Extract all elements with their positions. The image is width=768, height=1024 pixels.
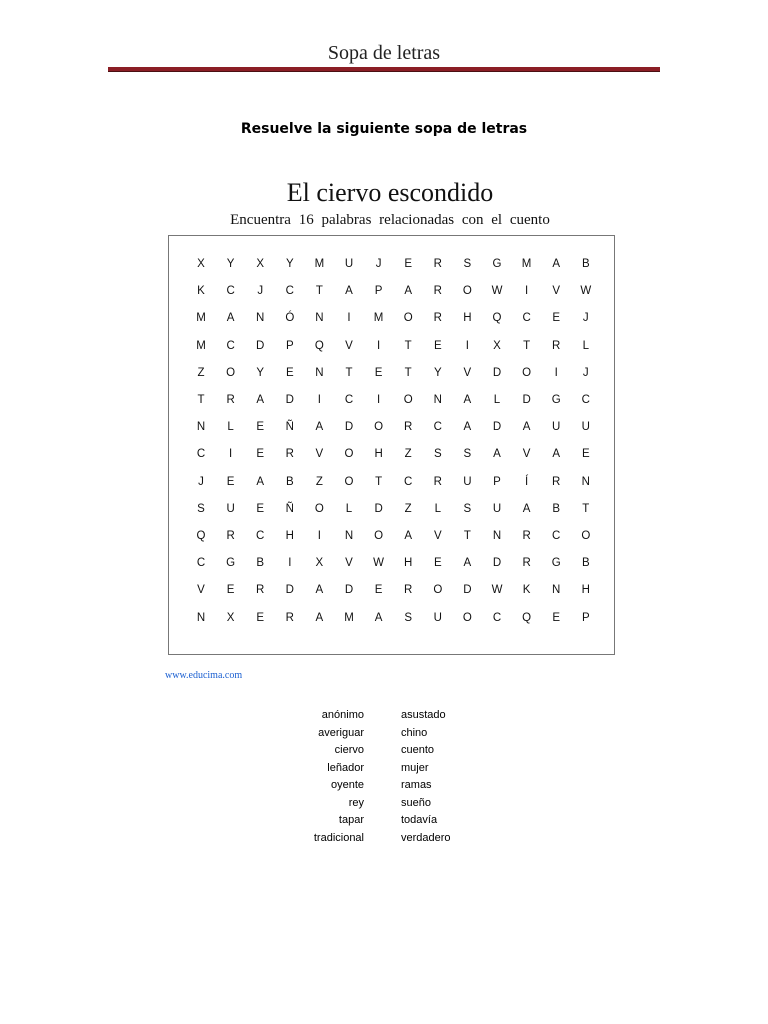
word-list-row	[260, 777, 520, 795]
grid-letter[interactable]: A	[552, 448, 561, 461]
grid-letter[interactable]: N	[196, 611, 206, 624]
word-list-row	[260, 830, 520, 848]
grid-letter[interactable]: V	[345, 339, 353, 352]
grid-letter[interactable]: E	[433, 339, 442, 352]
grid-letter[interactable]: D	[492, 421, 502, 434]
grid-letter[interactable]: A	[345, 285, 353, 298]
grid-letter[interactable]: R	[433, 312, 442, 325]
grid-letter[interactable]: V	[463, 366, 472, 379]
word-item: sueño	[401, 796, 431, 809]
word-item: rey	[348, 796, 364, 809]
grid-letter[interactable]: X	[315, 557, 324, 570]
grid-letter[interactable]: C	[404, 475, 413, 488]
grid-letter[interactable]: P	[285, 339, 294, 352]
grid-letter[interactable]: I	[524, 285, 529, 298]
word-item: anónimo	[321, 709, 364, 721]
grid-letter[interactable]: O	[226, 366, 236, 379]
grid-letter[interactable]: A	[522, 421, 531, 434]
puzzle-subtitle: Encuentra 16 palabras relacionadas con el cuento	[230, 212, 550, 228]
grid-letter[interactable]: U	[226, 502, 235, 515]
grid-letter[interactable]: M	[344, 611, 354, 624]
grid-letter[interactable]: I	[465, 339, 469, 352]
grid-letter[interactable]: A	[315, 611, 324, 624]
grid-letter[interactable]: W	[580, 285, 592, 298]
word-item: todavía	[401, 814, 438, 826]
grid-letter[interactable]: Q	[314, 339, 324, 352]
grid-letter[interactable]: Z	[404, 448, 412, 461]
grid-letter[interactable]: C	[285, 285, 294, 298]
grid-letter[interactable]: O	[344, 475, 354, 488]
grid-letter[interactable]: M	[521, 258, 532, 270]
grid-letter[interactable]: V	[197, 584, 205, 597]
grid-letter[interactable]: Ñ	[285, 502, 294, 515]
grid-letter[interactable]: U	[433, 611, 442, 624]
grid-letter[interactable]: X	[493, 339, 501, 352]
grid-letter[interactable]: R	[404, 421, 413, 434]
grid-letter[interactable]: A	[315, 421, 324, 434]
grid-letter[interactable]: T	[375, 475, 383, 488]
grid-letter[interactable]: C	[226, 339, 235, 352]
grid-letter[interactable]: M	[373, 312, 384, 325]
grid-letter[interactable]: H	[374, 448, 383, 461]
grid-letter[interactable]: U	[552, 421, 561, 434]
grid-letter[interactable]: O	[522, 366, 532, 379]
grid-letter[interactable]: W	[491, 285, 503, 298]
grid-letter[interactable]: X	[226, 611, 235, 624]
grid-letter[interactable]: R	[433, 475, 442, 488]
word-item: averiguar	[318, 726, 364, 739]
grid-letter[interactable]: P	[493, 475, 501, 488]
grid-letter[interactable]: O	[314, 502, 324, 515]
grid-letter[interactable]: T	[463, 530, 471, 542]
grid-letter[interactable]: D	[285, 394, 294, 406]
word-list-row	[260, 795, 520, 813]
grid-letter[interactable]: U	[463, 475, 472, 488]
grid-letter[interactable]: R	[285, 448, 294, 461]
grid-letter[interactable]: R	[285, 611, 294, 624]
grid-letter[interactable]: E	[256, 421, 265, 434]
grid-letter[interactable]: C	[196, 448, 206, 461]
grid-letter[interactable]: E	[374, 366, 383, 379]
grid-letter[interactable]: R	[256, 584, 265, 597]
grid-letter[interactable]: L	[434, 502, 441, 515]
grid-letter[interactable]: Q	[492, 312, 502, 325]
grid-letter[interactable]: H	[463, 312, 472, 325]
word-item: ramas	[401, 779, 432, 791]
grid-letter[interactable]: C	[522, 312, 531, 325]
grid-letter[interactable]: C	[581, 394, 590, 406]
grid-letter[interactable]: P	[374, 285, 383, 298]
grid-letter[interactable]: C	[344, 394, 354, 406]
grid-letter[interactable]: R	[226, 530, 235, 542]
word-item: leñador	[327, 761, 364, 774]
grid-letter[interactable]: Y	[433, 366, 442, 379]
grid-letter[interactable]: N	[433, 394, 442, 406]
grid-letter[interactable]: A	[226, 312, 235, 325]
word-item: oyente	[330, 779, 364, 791]
grid-letter[interactable]: K	[197, 285, 205, 298]
grid-letter[interactable]: C	[552, 530, 561, 542]
grid-letter[interactable]: L	[582, 339, 589, 352]
grid-letter[interactable]: Z	[315, 475, 323, 488]
grid-letter[interactable]: T	[315, 285, 323, 298]
grid-letter[interactable]: Y	[256, 366, 265, 379]
header-divider	[108, 67, 660, 72]
grid-letter[interactable]: D	[285, 584, 294, 597]
grid-letter[interactable]: O	[374, 421, 384, 434]
word-item: ciervo	[334, 744, 364, 756]
grid-letter[interactable]: O	[462, 285, 472, 298]
grid-letter[interactable]: C	[226, 285, 235, 298]
grid-letter[interactable]: J	[582, 366, 589, 379]
grid-letter[interactable]: E	[256, 448, 265, 461]
grid-letter[interactable]: I	[347, 312, 351, 325]
grid-letter[interactable]: X	[256, 258, 265, 270]
grid-letter[interactable]: S	[404, 611, 413, 624]
word-item: chino	[401, 726, 428, 739]
grid-letter[interactable]: I	[376, 394, 381, 406]
grid-letter[interactable]: A	[522, 502, 531, 515]
grid-letter[interactable]: N	[344, 530, 354, 542]
grid-letter[interactable]: B	[581, 258, 590, 270]
grid-letter[interactable]: A	[374, 611, 383, 624]
grid-letter[interactable]: G	[551, 394, 561, 406]
grid-letter[interactable]: A	[463, 394, 472, 406]
educima-link[interactable]: www.educima.com	[165, 670, 243, 681]
word-item: mujer	[401, 761, 429, 774]
grid-letter[interactable]: O	[462, 611, 472, 624]
word-item: cuento	[401, 744, 435, 756]
grid-letter[interactable]: D	[522, 394, 531, 406]
grid-letter[interactable]: N	[581, 475, 590, 488]
grid-letter[interactable]: I	[288, 557, 292, 570]
grid-letter[interactable]: R	[433, 285, 442, 298]
grid-letter[interactable]: J	[375, 258, 382, 270]
grid-letter[interactable]: D	[344, 584, 354, 597]
grid-letter[interactable]: W	[373, 557, 385, 570]
grid-letter[interactable]: B	[581, 557, 590, 570]
grid-letter[interactable]: I	[317, 530, 321, 542]
grid-letter[interactable]: T	[345, 366, 353, 379]
grid-letter[interactable]: A	[463, 421, 472, 434]
grid-letter[interactable]: T	[523, 339, 531, 352]
grid-letter[interactable]: I	[554, 366, 558, 379]
grid-letter[interactable]: C	[196, 557, 206, 570]
grid-letter[interactable]: J	[257, 285, 264, 298]
grid-letter[interactable]: M	[314, 258, 325, 270]
grid-letter[interactable]: H	[285, 530, 294, 542]
grid-letter[interactable]: T	[404, 366, 412, 379]
grid-letter[interactable]: R	[226, 394, 235, 406]
grid-letter[interactable]: T	[582, 502, 590, 515]
word-item: tradicional	[313, 831, 364, 844]
grid-letter[interactable]: O	[403, 312, 413, 325]
grid-letter[interactable]: S	[433, 448, 442, 461]
grid-letter[interactable]: D	[374, 502, 383, 515]
word-list	[260, 707, 520, 847]
grid-letter[interactable]: E	[256, 611, 265, 624]
grid-letter[interactable]: B	[552, 502, 561, 515]
grid-letter[interactable]: Ó	[285, 312, 295, 325]
grid-letter[interactable]: R	[552, 339, 561, 352]
grid-letter[interactable]: E	[552, 312, 561, 325]
grid-letter[interactable]: T	[197, 394, 205, 406]
grid-letter[interactable]: J	[198, 475, 204, 488]
grid-letter[interactable]: I	[317, 394, 321, 406]
grid-letter[interactable]: J	[582, 312, 589, 325]
grid-letter[interactable]: O	[403, 394, 413, 406]
grid-letter[interactable]: Q	[522, 611, 532, 624]
grid-letter[interactable]: K	[522, 584, 531, 597]
word-list-row	[260, 707, 520, 725]
grid-letter[interactable]: L	[227, 421, 234, 434]
grid-letter[interactable]: M	[196, 312, 206, 325]
grid-letter[interactable]: G	[492, 258, 502, 270]
grid-letter[interactable]: E	[256, 502, 265, 515]
grid-letter[interactable]: N	[196, 421, 206, 434]
grid-letter[interactable]: N	[315, 312, 324, 325]
grid-letter[interactable]: Z	[404, 502, 412, 515]
grid-letter[interactable]: V	[315, 448, 324, 461]
grid-letter[interactable]: D	[256, 339, 265, 352]
grid-letter[interactable]: U	[581, 421, 590, 434]
grid-letter[interactable]: G	[226, 557, 236, 570]
puzzle-title: El ciervo escondido	[286, 178, 494, 207]
grid-letter[interactable]: D	[492, 366, 502, 379]
grid-letter[interactable]: Ñ	[285, 421, 294, 434]
grid-letter[interactable]: V	[522, 448, 531, 461]
grid-letter[interactable]: D	[492, 557, 502, 570]
word-list-row	[260, 812, 520, 830]
word-list-row	[260, 725, 520, 743]
grid-letter[interactable]: O	[374, 530, 384, 542]
grid-letter[interactable]: A	[256, 475, 265, 488]
grid-letter[interactable]: A	[404, 285, 413, 298]
grid-letter[interactable]: E	[226, 475, 235, 488]
grid-letter[interactable]: V	[552, 285, 561, 298]
grid-letter[interactable]: A	[404, 530, 413, 542]
grid-letter[interactable]: N	[552, 584, 561, 597]
grid-letter[interactable]: H	[581, 584, 590, 597]
word-list-row	[260, 742, 520, 760]
grid-letter[interactable]: E	[581, 448, 590, 461]
instruction-text: Resuelve la siguiente sopa de letras	[240, 121, 528, 137]
grid-letter[interactable]: R	[433, 258, 442, 270]
grid-letter[interactable]: E	[433, 557, 442, 570]
grid-letter[interactable]: U	[344, 258, 354, 270]
grid-letter[interactable]: R	[552, 475, 561, 488]
grid-letter[interactable]: C	[256, 530, 265, 542]
word-item: tapar	[338, 814, 364, 826]
grid-letter[interactable]: B	[256, 557, 265, 570]
word-list-row	[260, 760, 520, 778]
grid-letter[interactable]: L	[345, 502, 353, 515]
grid-letter[interactable]: Z	[197, 366, 205, 379]
grid-letter[interactable]: A	[552, 258, 561, 270]
grid-letter[interactable]: U	[492, 502, 502, 515]
grid-letter[interactable]: L	[493, 394, 501, 406]
grid-letter[interactable]: E	[285, 366, 294, 379]
grid-letter[interactable]: E	[374, 584, 383, 597]
grid-letter[interactable]: C	[492, 611, 502, 624]
grid-letter[interactable]: E	[404, 258, 413, 270]
grid-letter[interactable]: A	[463, 557, 472, 570]
grid-letter[interactable]: N	[492, 530, 502, 542]
grid-letter[interactable]: P	[581, 611, 590, 624]
grid-letter[interactable]: O	[581, 530, 591, 542]
grid-letter[interactable]: S	[463, 258, 472, 270]
grid-letter[interactable]: N	[315, 366, 324, 379]
grid-letter[interactable]: C	[433, 421, 442, 434]
word-item: asustado	[401, 709, 446, 721]
grid-letter[interactable]: Y	[285, 258, 294, 270]
grid-letter[interactable]: Q	[196, 530, 206, 542]
grid-letter[interactable]: B	[285, 475, 294, 488]
grid-letter[interactable]: V	[345, 557, 353, 570]
grid-letter[interactable]: G	[551, 557, 561, 570]
grid-letter[interactable]: R	[404, 584, 413, 597]
grid-letter[interactable]: I	[376, 339, 381, 352]
grid-letter[interactable]: A	[315, 584, 324, 597]
grid-letter[interactable]: E	[226, 584, 235, 597]
grid-letter[interactable]: R	[522, 530, 531, 542]
header-title: Sopa de letras	[327, 42, 441, 64]
grid-letter[interactable]: N	[256, 312, 265, 325]
grid-letter[interactable]: Y	[226, 258, 235, 270]
grid-letter[interactable]: E	[552, 611, 561, 624]
grid-letter[interactable]: S	[197, 502, 205, 515]
word-item: verdadero	[401, 831, 451, 844]
grid-letter[interactable]: H	[404, 557, 413, 570]
grid-letter[interactable]: D	[344, 421, 354, 434]
grid-letter[interactable]: A	[256, 394, 265, 406]
grid-letter[interactable]: A	[493, 448, 501, 461]
word-search-grid	[168, 235, 615, 655]
grid-letter[interactable]: S	[463, 448, 472, 461]
grid-letter[interactable]: W	[491, 584, 503, 597]
grid-letter[interactable]: M	[196, 339, 206, 352]
grid-letter[interactable]: T	[404, 339, 412, 352]
grid-letter[interactable]: S	[463, 502, 472, 515]
grid-letter[interactable]: X	[197, 258, 205, 270]
grid-letter[interactable]: V	[433, 530, 442, 542]
grid-letter[interactable]: D	[463, 584, 472, 597]
grid-letter[interactable]: I	[228, 448, 233, 461]
grid-letter[interactable]: O	[344, 448, 354, 461]
grid-letter[interactable]: R	[522, 557, 531, 570]
grid-letter[interactable]: O	[433, 584, 443, 597]
grid-letter[interactable]: Í	[524, 475, 529, 488]
